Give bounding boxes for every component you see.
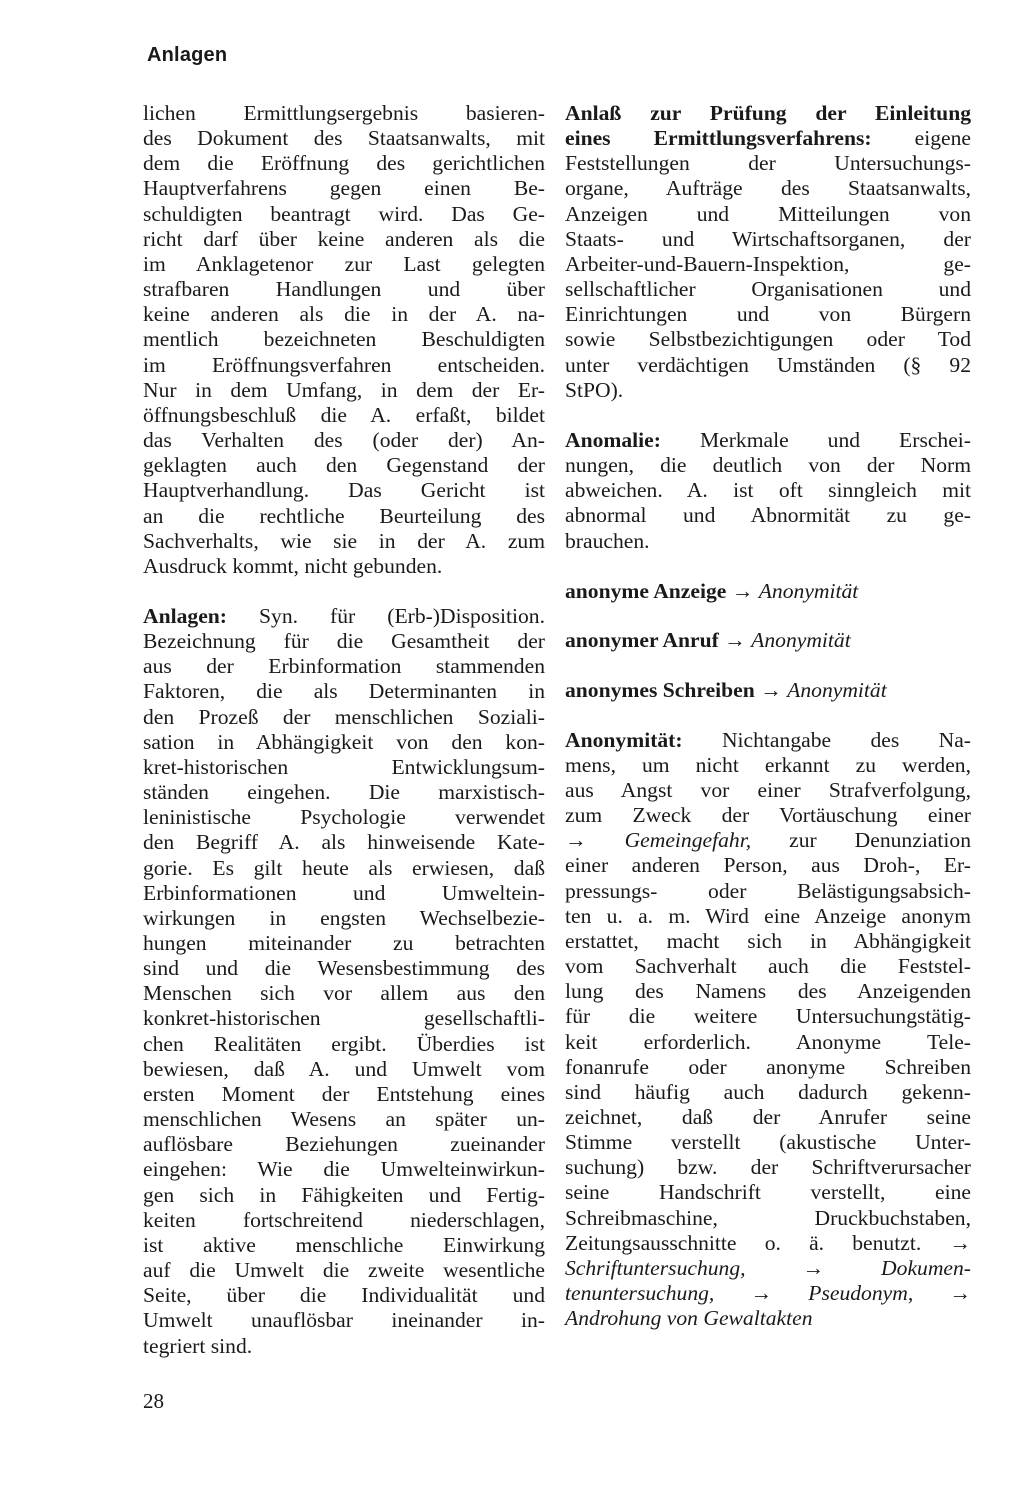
entry-line: zum Zweck der Vortäuschung einer — [565, 803, 971, 828]
entry-ref-anonymes-schreiben — [565, 678, 971, 703]
entry-line: Bezeichnung für die Gesamtheit der — [143, 629, 545, 654]
entry-line: Hauptverhandlung. Das Gericht ist — [143, 478, 545, 503]
entry-line: Seite, über die Individualität und — [143, 1283, 545, 1308]
entry-line: lung des Namens des Anzeigenden — [565, 979, 971, 1004]
entry-body — [143, 629, 545, 1359]
entry-term: anonymes Schreiben — [565, 677, 755, 702]
entry-line: Anzeigen und Mitteilungen von — [565, 201, 971, 226]
entry-line-with-reference — [565, 828, 971, 853]
entry-anonymitaet — [565, 728, 971, 1332]
entry-anlagen — [143, 604, 545, 1359]
entry-line: Hauptverfahrens gegen einen Be- — [143, 176, 545, 201]
entry-line: das Verhalten des (oder der) An- — [143, 428, 545, 453]
entry-line: mens, um nicht erkannt zu werden, — [565, 752, 971, 777]
entry-line: abweichen. A. ist oft sinngleich mit — [565, 478, 971, 503]
entry-line: StPO). — [565, 377, 624, 402]
entry-ref-anonyme-anzeige — [565, 579, 971, 604]
entry-line: Sachverhalts, wie sie in der A. zum — [143, 528, 545, 553]
entry-line: zeichnet, daß der Anrufer seine — [565, 1104, 971, 1129]
entry-line: ständen eingehen. Die marxistisch- — [143, 780, 545, 805]
entry-line: gorie. Es gilt heute als erwiesen, daß — [143, 855, 545, 880]
entry-first-line — [143, 604, 545, 629]
entry-ref-anonymer-anruf — [565, 628, 971, 653]
entry-line: sind und die Wesensbestimmung des — [143, 956, 545, 981]
entry-line: vom Sachverhalt auch die Feststel- — [565, 954, 971, 979]
entry-line: chen Realitäten ergibt. Überdies ist — [143, 1031, 545, 1056]
entry-term: Anlagen: — [143, 603, 227, 628]
entry-term: anonyme Anzeige — [565, 578, 727, 603]
entry-line: mentlich bezeichneten Beschuldigten — [143, 327, 545, 352]
entry-line: Ausdruck kommt, nicht gebunden. — [143, 553, 443, 578]
entry-line: Stimme verstellt (akustische Unter- — [565, 1130, 971, 1155]
entry-line: wirkungen in engsten Wechselbezie- — [143, 905, 545, 930]
entry-line: für die weitere Untersuchungstätig- — [565, 1004, 971, 1029]
entry-line: brauchen. — [565, 528, 650, 553]
reference-target[interactable]: Pseudonym, — [808, 1281, 914, 1306]
entry-line: ersten Moment der Entstehung eines — [143, 1081, 545, 1106]
entry-line: Nur in dem Umfang, in dem der Er- — [143, 377, 545, 402]
entry-anomalie — [565, 428, 971, 554]
entry-line-with-reference — [565, 1256, 971, 1281]
cross-reference — [565, 628, 971, 653]
entry-line: schuldigten beantragt wird. Das Ge- — [143, 201, 545, 226]
entry-line: Schreibmaschine, Druckbuchstaben, — [565, 1205, 971, 1230]
entry-line: Zeitungsausschnitte o. ä. benutzt. → — [565, 1230, 971, 1255]
entry-line: geklagten auch den Gegenstand der — [143, 453, 545, 478]
entry-line: keiten fortschreitend niederschlagen, — [143, 1207, 545, 1232]
entry-line: im Eröffnungsverfahren entscheiden. — [143, 352, 545, 377]
entry-line: tegriert sind. — [143, 1333, 253, 1358]
entry-line: öffnungsbeschluß die A. erfaßt, bildet — [143, 402, 545, 427]
entry-line: Staats- und Wirtschaftsorganen, der — [565, 226, 971, 251]
entry-line: fonanrufe oder anonyme Schreiben — [565, 1054, 971, 1079]
running-header: Anlagen — [147, 44, 228, 66]
reference-target[interactable]: Anonymität — [787, 677, 887, 702]
arrow-icon: → — [714, 1281, 809, 1306]
entry-line: abnormal und Abnormität zu ge- — [565, 503, 971, 528]
reference-target[interactable]: Androhung von Gewaltakten — [565, 1306, 813, 1331]
reference-target[interactable]: Dokumen- — [881, 1255, 971, 1280]
entry-line: organe, Aufträge des Staatsanwalts, — [565, 176, 971, 201]
entry-line: kret-historischen Entwicklungsum- — [143, 754, 545, 779]
entry-text: Nichtangabe des Na- — [682, 727, 971, 752]
entry-line: bewiesen, daß A. und Umwelt vom — [143, 1056, 545, 1081]
entry-line: gen sich in Fähigkeiten und Fertig- — [143, 1182, 545, 1207]
entry-line: nungen, die deutlich von der Norm — [565, 453, 971, 478]
entry-line: hungen miteinander zu betrachten — [143, 931, 545, 955]
entry-line: leninistische Psychologie verwendet — [143, 805, 545, 830]
entry-line: den Begriff A. als hinweisende Kate- — [143, 830, 545, 855]
entry-term: Anomalie: — [565, 427, 661, 452]
entry-first-line — [565, 728, 971, 753]
entry-line: Erbinformationen und Umweltein- — [143, 880, 545, 905]
entry-line: Arbeiter-und-Bauern-Inspektion, ge- — [565, 251, 971, 276]
arrow-icon: → — [718, 628, 752, 653]
page-number: 28 — [143, 1389, 164, 1413]
entry-line: strafbaren Handlungen und über — [143, 277, 545, 302]
entry-line: ten u. a. m. Wird eine Anzeige anonym — [565, 903, 971, 928]
entry-anklageschrift-continuation — [143, 101, 545, 579]
entry-anlass — [565, 101, 971, 403]
entry-text: Syn. für (Erb-)Disposition. — [226, 603, 545, 628]
entry-line: pressungs- oder Belästigungsabsich- — [565, 878, 971, 903]
entry-line: des Dokument des Staatsanwalts, mit — [143, 126, 545, 151]
cross-reference — [565, 579, 971, 604]
entry-line: seine Handschrift verstellt, eine — [565, 1180, 971, 1205]
entry-line: keit erforderlich. Anonyme Tele- — [565, 1029, 971, 1054]
entry-term: Anonymität: — [565, 727, 683, 752]
right-column — [565, 101, 971, 1356]
cross-reference — [565, 678, 971, 703]
entry-line: suchung) bzw. der Schriftverursacher — [565, 1155, 971, 1180]
entry-line: sellschaftlicher Organisationen und — [565, 277, 971, 302]
entry-line: auflösbare Beziehungen zueinander — [143, 1132, 545, 1157]
entry-line: Faktoren, die als Determinanten in — [143, 679, 545, 704]
entry-line: lichen Ermittlungsergebnis basieren- — [143, 101, 545, 125]
entry-line: Feststellungen der Untersuchungs- — [565, 151, 971, 176]
entry-line: ist aktive menschliche Einwirkung — [143, 1232, 545, 1257]
entry-body — [565, 151, 971, 403]
entry-text: zur Denunziation — [751, 828, 971, 853]
reference-target[interactable]: tenuntersuchung, — [565, 1281, 715, 1306]
entry-line: konkret-historischen gesellschaftli- — [143, 1006, 545, 1031]
entry-term: Anlaß zur Prüfung der Einleitung — [565, 101, 971, 125]
entry-line: auf die Umwelt die zweite wesentliche — [143, 1258, 545, 1283]
entry-line: an die rechtliche Beurteilung des — [143, 503, 545, 528]
entry-line: erstattet, macht sich in Abhängigkeit — [565, 928, 971, 953]
entry-line: Menschen sich vor allem aus den — [143, 981, 545, 1006]
entry-line: sind häufig auch dadurch gekenn- — [565, 1079, 971, 1104]
arrow-icon: → — [913, 1281, 971, 1306]
entry-term: anonymer Anruf — [565, 628, 719, 653]
entry-text: Merkmale und Erschei- — [660, 427, 971, 452]
entry-line-with-reference — [565, 1281, 971, 1306]
entry-line: aus der Erbinformation stammenden — [143, 654, 545, 679]
entry-line: den Prozeß der menschlichen Soziali- — [143, 704, 545, 729]
entry-line: unter verdächtigen Umständen (§ 92 — [565, 352, 971, 377]
arrow-icon: → — [754, 677, 788, 702]
entry-body — [565, 453, 971, 554]
entry-line: einer anderen Person, aus Droh-, Er- — [565, 853, 971, 878]
entry-line: im Anklagetenor zur Last gelegten — [143, 251, 545, 276]
entry-line: eingehen: Wie die Umwelteinwirkun- — [143, 1157, 545, 1182]
arrow-icon: → — [745, 1255, 882, 1280]
entry-line: sation in Abhängigkeit von den kon- — [143, 729, 545, 754]
arrow-icon: → — [726, 578, 759, 603]
entry-term-line — [565, 126, 971, 151]
entry-body — [565, 753, 971, 828]
reference-target[interactable]: Anonymität — [751, 628, 851, 653]
entry-line: richt darf über keine anderen als die — [143, 226, 545, 251]
reference-target[interactable]: Gemeingefahr, — [624, 828, 752, 853]
entry-line: sowie Selbstbezichtigungen oder Tod — [565, 327, 971, 352]
reference-target[interactable]: Schriftuntersuchung, — [565, 1255, 746, 1280]
entry-line: menschlichen Wesens an später un- — [143, 1107, 545, 1132]
entry-line: Einrichtungen und von Bürgern — [565, 302, 971, 327]
left-column — [143, 101, 545, 1384]
arrow-icon: → — [565, 828, 625, 853]
entry-term: eines Ermittlungsverfahrens: — [565, 126, 872, 151]
entry-text: eigene — [871, 126, 971, 151]
entry-line-with-reference — [565, 1306, 971, 1331]
entry-line: dem die Eröffnung des gerichtlichen — [143, 151, 545, 176]
entry-term-line — [565, 101, 971, 126]
entry-first-line — [565, 428, 971, 453]
entry-line: aus Angst vor einer Strafverfolgung, — [565, 777, 971, 802]
reference-target[interactable]: Anonymität — [758, 578, 859, 603]
entry-body — [565, 853, 971, 1230]
entry-line: Umwelt unauflösbar ineinander in- — [143, 1308, 545, 1333]
entry-line: keine anderen als die in der A. na- — [143, 302, 545, 327]
